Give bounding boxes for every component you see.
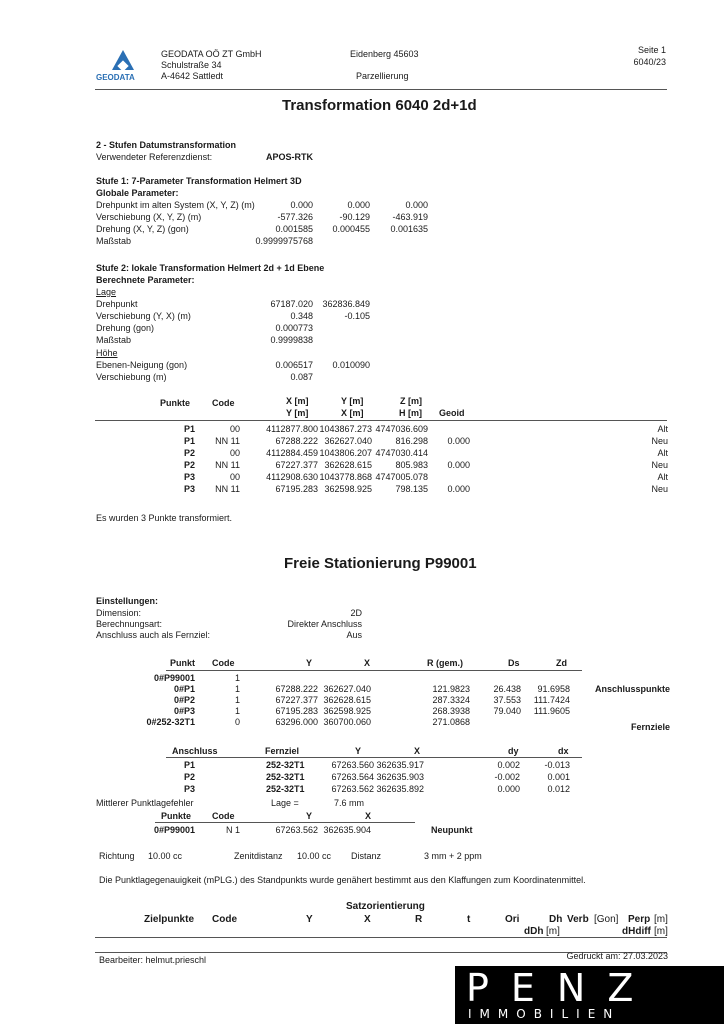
col-code: Code [212,398,235,408]
coord-value: 362598.925 [324,484,372,494]
coord-value: 4112908.630 [266,472,318,482]
param-value: -90.129 [339,212,370,222]
coord-value: 67195.283 [275,484,318,494]
point-id: 0#P2 [173,695,195,705]
col-zd: Zd [556,658,567,668]
coord-value: 362635.903 [376,772,424,782]
penz-logo-subtext: IMMOBILIEN [468,1007,621,1021]
setting-label: Anschluss auch als Fernziel: [96,630,211,640]
dy-value: 0.000 [497,784,520,794]
param-value: 0.000455 [332,224,370,234]
col-x: X [414,746,421,756]
col-z-top: Z [m] [400,396,422,406]
point-id: 0#252-32T1 [146,717,195,727]
col-x: X [364,658,371,668]
dx-value: -0.013 [544,760,570,770]
param-value: 0.001585 [275,224,313,234]
col-fernziel: Fernziel [265,746,300,756]
stage2-title: Stufe 2: lokale Transformation Helmert 2d + 1d Ebene [96,263,325,273]
param-value: -577.326 [277,212,313,222]
coord-value: 360700.060 [323,717,371,727]
page-title: Transformation 6040 2d+1d [282,97,477,114]
coord-value: 4747030.414 [375,448,428,458]
coord-value: 362627.040 [324,436,372,446]
param-value: 0.000 [290,200,313,210]
zenith-value: 111.9605 [533,706,570,716]
target-id: 252-32T1 [266,772,305,782]
status-label: Alt [657,424,668,434]
param-label: Ebenen-Neigung (gon) [96,360,188,370]
coord-value: 67263.560 [331,760,374,770]
distance-value: 79.040 [493,706,521,716]
param-label: Verschiebung (X, Y, Z) (m) [96,212,202,222]
param-value: 0.348 [290,311,313,321]
coord-value: 362598.925 [323,706,371,716]
coord-value: 67227.377 [275,460,318,470]
geoid-value: 0.000 [447,460,470,470]
stationierung-title: Freie Stationierung P99001 [284,555,477,572]
param-value: 0.9999838 [270,335,313,345]
setting-value: Direkter Anschluss [287,619,362,629]
col-y-top: Y [m] [341,396,364,406]
status-label: Neu [651,460,668,470]
footer-printed: Gedruckt am: 27.03.2023 [566,951,668,961]
point-id: P1 [183,436,195,446]
param-label: Verschiebung (m) [96,372,167,382]
ref-value: APOS-RTK [266,152,313,162]
col-y-bot: X [m] [341,408,364,418]
footer-editor: Bearbeiter: helmut.prieschl [99,955,207,965]
mpl-lage: Lage = [271,798,299,808]
param-label: Verschiebung (Y, X) (m) [96,311,191,321]
param-value: 0.006517 [275,360,313,370]
coord-value: 63296.000 [275,717,318,727]
row-note: Anschlusspunkte [594,684,670,694]
coord-value: 1043867.273 [319,424,372,434]
status-label: Neu [651,484,668,494]
header-divider [95,89,667,90]
setting-value: Aus [346,630,362,640]
geoid-value: 0.000 [447,436,470,446]
coord-value: 4112884.459 [266,448,318,458]
coord-value: 67227.377 [275,695,318,705]
punkte-table-divider [155,822,415,823]
col-y: Y [306,811,313,821]
coord-value: 1043806.207 [319,448,372,458]
project-subject: Parzellierung [356,71,409,81]
param-value: 0.087 [290,372,313,382]
param-value: 0.000773 [275,323,313,333]
company-street: Schulstraße 34 [161,60,222,70]
coord-value: 4747005.078 [375,472,428,482]
point-id: P3 [183,472,195,482]
coord-value: 67288.222 [275,684,318,694]
point-code: 0 [234,717,240,727]
param-label: Drehpunkt [96,299,138,309]
coord-value: 816.298 [395,436,428,446]
point-id: 0#P3 [173,706,195,716]
point-id: 0#P1 [173,684,195,694]
col-x: X [365,811,372,821]
point-id: 0#P99001 [153,673,195,683]
param-label: Drehpunkt im alten System (X, Y, Z) (m) [96,200,255,210]
coord-value: 805.983 [395,460,428,470]
point-code: NN 11 [215,460,240,470]
col-punkt: Punkt [170,658,196,668]
param-value: 362836.849 [322,299,370,309]
section-title: 2 - Stufen Datumstransformation [96,140,237,150]
dy-value: -0.002 [494,772,520,782]
col-x-top: X [m] [286,396,309,406]
param-value: 0.000 [405,200,428,210]
param-value: -463.919 [392,212,428,222]
point-code: 00 [229,472,240,482]
coord-value: 4112877.800 [266,424,318,434]
col-code: Code [212,658,235,668]
coord-value: 1043778.868 [319,472,372,482]
logo-text: GEODATA [96,73,135,82]
col-geoid: Geoid [439,408,465,418]
param-value: 0.000 [347,200,370,210]
anschluss-table-divider [166,757,582,758]
point-code: NN 11 [215,484,240,494]
col-punkte: Punkte [160,398,191,408]
coord-value: 362627.040 [323,684,371,694]
coord-value: 798.135 [395,484,428,494]
point-id: P2 [183,448,195,458]
coord-value: 67288.222 [275,436,318,446]
col-y: Y [355,746,362,756]
coord-value: 67263.564 [331,772,374,782]
document-number: 6040/23 [633,57,666,67]
status-label: Alt [657,472,668,482]
col-anschluss: Anschluss [172,746,218,756]
point-code: 1 [234,684,240,694]
row-note: Fernziele [630,722,670,732]
dy-value: 0.002 [497,760,520,770]
coord-value: 362628.615 [324,460,372,470]
dx-value: 0.012 [547,784,570,794]
global-params-label: Globale Parameter: [96,188,179,198]
target-id: 252-32T1 [266,760,305,770]
col-z-bot: H [m] [399,408,422,418]
col-r: R (gem.) [427,658,463,668]
setting-label: Dimension: [96,608,142,618]
satz-table-divider [95,937,667,938]
company-city: A-4642 Sattledt [161,71,224,81]
coord-value: 67195.283 [275,706,318,716]
coord-value: 362628.615 [323,695,371,705]
hoehe-label: Höhe [96,348,118,358]
status-label: Alt [657,448,668,458]
param-label: Drehung (X, Y, Z) (gon) [96,224,189,234]
table-divider [95,420,667,421]
point-id: P2 [183,772,195,782]
point-id: P2 [183,460,195,470]
point-code: 1 [234,673,240,683]
company-name: GEODATA OÖ ZT GmbH [161,49,262,59]
param-label: Maßstab [96,236,132,246]
point-id: P3 [183,784,195,794]
satz-title: Satzorientierung [346,901,425,912]
col-dx: dx [558,746,569,756]
point-code: 1 [234,695,240,705]
settings-title: Einstellungen: [96,596,159,606]
ref-label: Verwendeter Referenzdienst: [96,152,213,162]
param-value: 0.001635 [390,224,428,234]
point-code: 1 [234,706,240,716]
distance-value: 37.553 [493,695,521,705]
direction-value: 121.9823 [432,684,470,694]
param-value: 0.010090 [332,360,370,370]
col-dy: dy [508,746,519,756]
station-table-divider [166,670,582,671]
param-value: 0.9999975768 [255,236,313,246]
stage1-title: Stufe 1: 7-Parameter Transformation Helmert 3D [96,176,302,186]
direction-value: 287.3324 [432,695,470,705]
direction-value: 268.3938 [432,706,470,716]
point-id: P3 [183,484,195,494]
col-code: Code [212,811,235,821]
target-id: 252-32T1 [266,784,305,794]
param-value: -0.105 [344,311,370,321]
lage-label: Lage [96,287,117,297]
transformation-summary: Es wurden 3 Punkte transformiert. [96,513,233,523]
distance-value: 26.438 [493,684,521,694]
col-punkte: Punkte [161,811,192,821]
setting-label: Berechnungsart: [96,619,163,629]
param-label: Drehung (gon) [96,323,155,333]
computed-params-label: Berechnete Parameter: [96,275,195,285]
point-code: 00 [229,448,240,458]
direction-value: 271.0868 [432,717,470,727]
penz-logo-text: PENZ [466,966,656,1010]
mpl-label: Mittlerer Punktlagefehler [96,798,194,808]
coord-value: 362635.892 [376,784,424,794]
project-name: Eidenberg 45603 [350,49,419,59]
setting-value: 2D [350,608,362,618]
point-id: P1 [183,760,195,770]
geoid-value: 0.000 [447,484,470,494]
point-code: 00 [229,424,240,434]
accuracy-note: Die Punktlagegenauigkeit (mPLG.) des Standpunkts wurde genähert bestimmt aus den Klaffungen zum Koordinatenmittel. [99,875,586,885]
col-y: Y [306,658,313,668]
status-label: Neu [651,436,668,446]
coord-value: 67263.562 [331,784,374,794]
point-id: P1 [183,424,195,434]
coord-value: 362635.917 [376,760,424,770]
page-number: Seite 1 [637,45,666,55]
col-x-bot: Y [m] [286,408,309,418]
param-label: Maßstab [96,335,132,345]
dx-value: 0.001 [547,772,570,782]
zenith-value: 111.7424 [533,695,570,705]
col-ds: Ds [508,658,520,668]
zenith-value: 91.6958 [537,684,570,694]
point-code: NN 11 [215,436,240,446]
param-value: 67187.020 [270,299,313,309]
coord-value: 4747036.609 [375,424,428,434]
mpl-value: 7.6 mm [334,798,365,808]
